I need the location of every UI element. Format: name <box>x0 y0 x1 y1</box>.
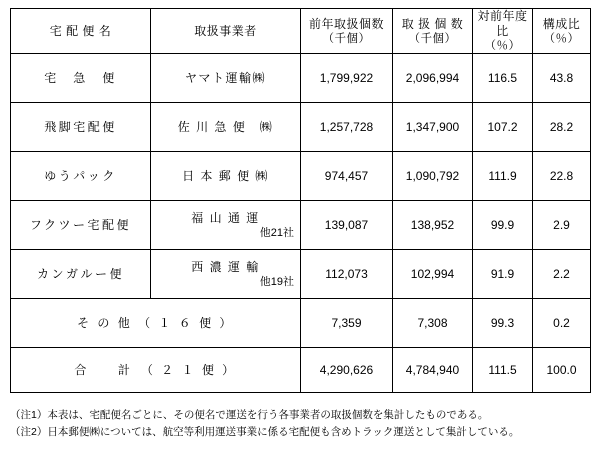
cell-yoy-ratio: 91.9 <box>473 250 533 299</box>
cell-current-volume: 102,994 <box>393 250 473 299</box>
carrier-label: 佐 川 急 便 ㈱ <box>177 119 274 134</box>
table-row <box>11 201 591 250</box>
cell-current-volume: 7,308 <box>393 299 473 348</box>
footnote-1: （注1）本表は、宅配便名ごとに、その便名で運送を行う各事業者の取扱個数を集計したものである。 <box>10 409 489 422</box>
carrier-label: 日 本 郵 便 ㈱ <box>182 168 269 183</box>
cell-service-name: 飛脚宅配便 <box>11 103 151 152</box>
cell-service-name: カンガルー便 <box>11 250 151 299</box>
cell-previous-volume: 1,257,728 <box>301 103 393 152</box>
cell-share: 2.2 <box>533 250 591 299</box>
carrier-label: 福 山 通 運 <box>191 210 260 225</box>
column-header-share: 構成比 （％） <box>533 9 591 54</box>
cell-yoy-ratio: 99.9 <box>473 201 533 250</box>
cell-previous-volume: 112,073 <box>301 250 393 299</box>
cell-total-previous-volume: 4,290,626 <box>301 348 393 393</box>
cell-share: 43.8 <box>533 54 591 103</box>
column-header-current-volume: 取 扱 個 数 （千個） <box>393 9 473 54</box>
cell-service-name-other: そ の 他 （ １ ６ 便 ） <box>11 299 301 348</box>
table-row <box>11 103 591 152</box>
cell-previous-volume: 7,359 <box>301 299 393 348</box>
cell-total-yoy-ratio: 111.5 <box>473 348 533 393</box>
carrier-label: ヤマト運輸㈱ <box>184 70 266 85</box>
cell-share: 22.8 <box>533 152 591 201</box>
cell-share: 28.2 <box>533 103 591 152</box>
cell-previous-volume: 1,799,922 <box>301 54 393 103</box>
footnote-2: （注2）日本郵便㈱については、航空等利用運送事業に係る宅配便も含めトラック運送として集計している。 <box>10 426 520 439</box>
parcel-delivery-table <box>10 8 591 393</box>
cell-carrier <box>151 103 301 152</box>
cell-carrier <box>151 250 301 299</box>
table-row <box>11 152 591 201</box>
carrier-note: 他21社 <box>259 226 294 239</box>
cell-yoy-ratio: 99.3 <box>473 299 533 348</box>
cell-yoy-ratio: 111.9 <box>473 152 533 201</box>
cell-carrier <box>151 201 301 250</box>
cell-current-volume: 1,347,900 <box>393 103 473 152</box>
cell-current-volume: 1,090,792 <box>393 152 473 201</box>
carrier-note: 他19社 <box>259 275 294 288</box>
table-row <box>11 299 591 348</box>
cell-current-volume: 2,096,994 <box>393 54 473 103</box>
column-header-service-name: 宅 配 便 名 <box>11 9 151 54</box>
table-row <box>11 250 591 299</box>
cell-yoy-ratio: 107.2 <box>473 103 533 152</box>
column-header-carrier: 取扱事業者 <box>151 9 301 54</box>
cell-service-name: ゆうパック <box>11 152 151 201</box>
table-row <box>11 54 591 103</box>
table-body <box>11 54 591 393</box>
cell-total-share: 100.0 <box>533 348 591 393</box>
cell-yoy-ratio: 116.5 <box>473 54 533 103</box>
column-header-previous-volume: 前年取扱個数 （千個） <box>301 9 393 54</box>
cell-service-name: 宅 急 便 <box>11 54 151 103</box>
cell-previous-volume: 974,457 <box>301 152 393 201</box>
table-footnotes <box>10 407 590 441</box>
cell-share: 0.2 <box>533 299 591 348</box>
cell-share: 2.9 <box>533 201 591 250</box>
cell-current-volume: 138,952 <box>393 201 473 250</box>
cell-carrier <box>151 54 301 103</box>
cell-total-current-volume: 4,784,940 <box>393 348 473 393</box>
table-header-row <box>11 9 591 54</box>
table-header <box>11 9 591 54</box>
cell-carrier <box>151 152 301 201</box>
column-header-yoy-ratio: 対前年度比 （％） <box>473 9 533 54</box>
cell-previous-volume: 139,087 <box>301 201 393 250</box>
cell-service-name: フクツー宅配便 <box>11 201 151 250</box>
carrier-label: 西 濃 運 輸 <box>191 259 260 274</box>
table-row-total <box>11 348 591 393</box>
cell-total-label: 合 計 （ ２ １ 便 ） <box>11 348 301 393</box>
